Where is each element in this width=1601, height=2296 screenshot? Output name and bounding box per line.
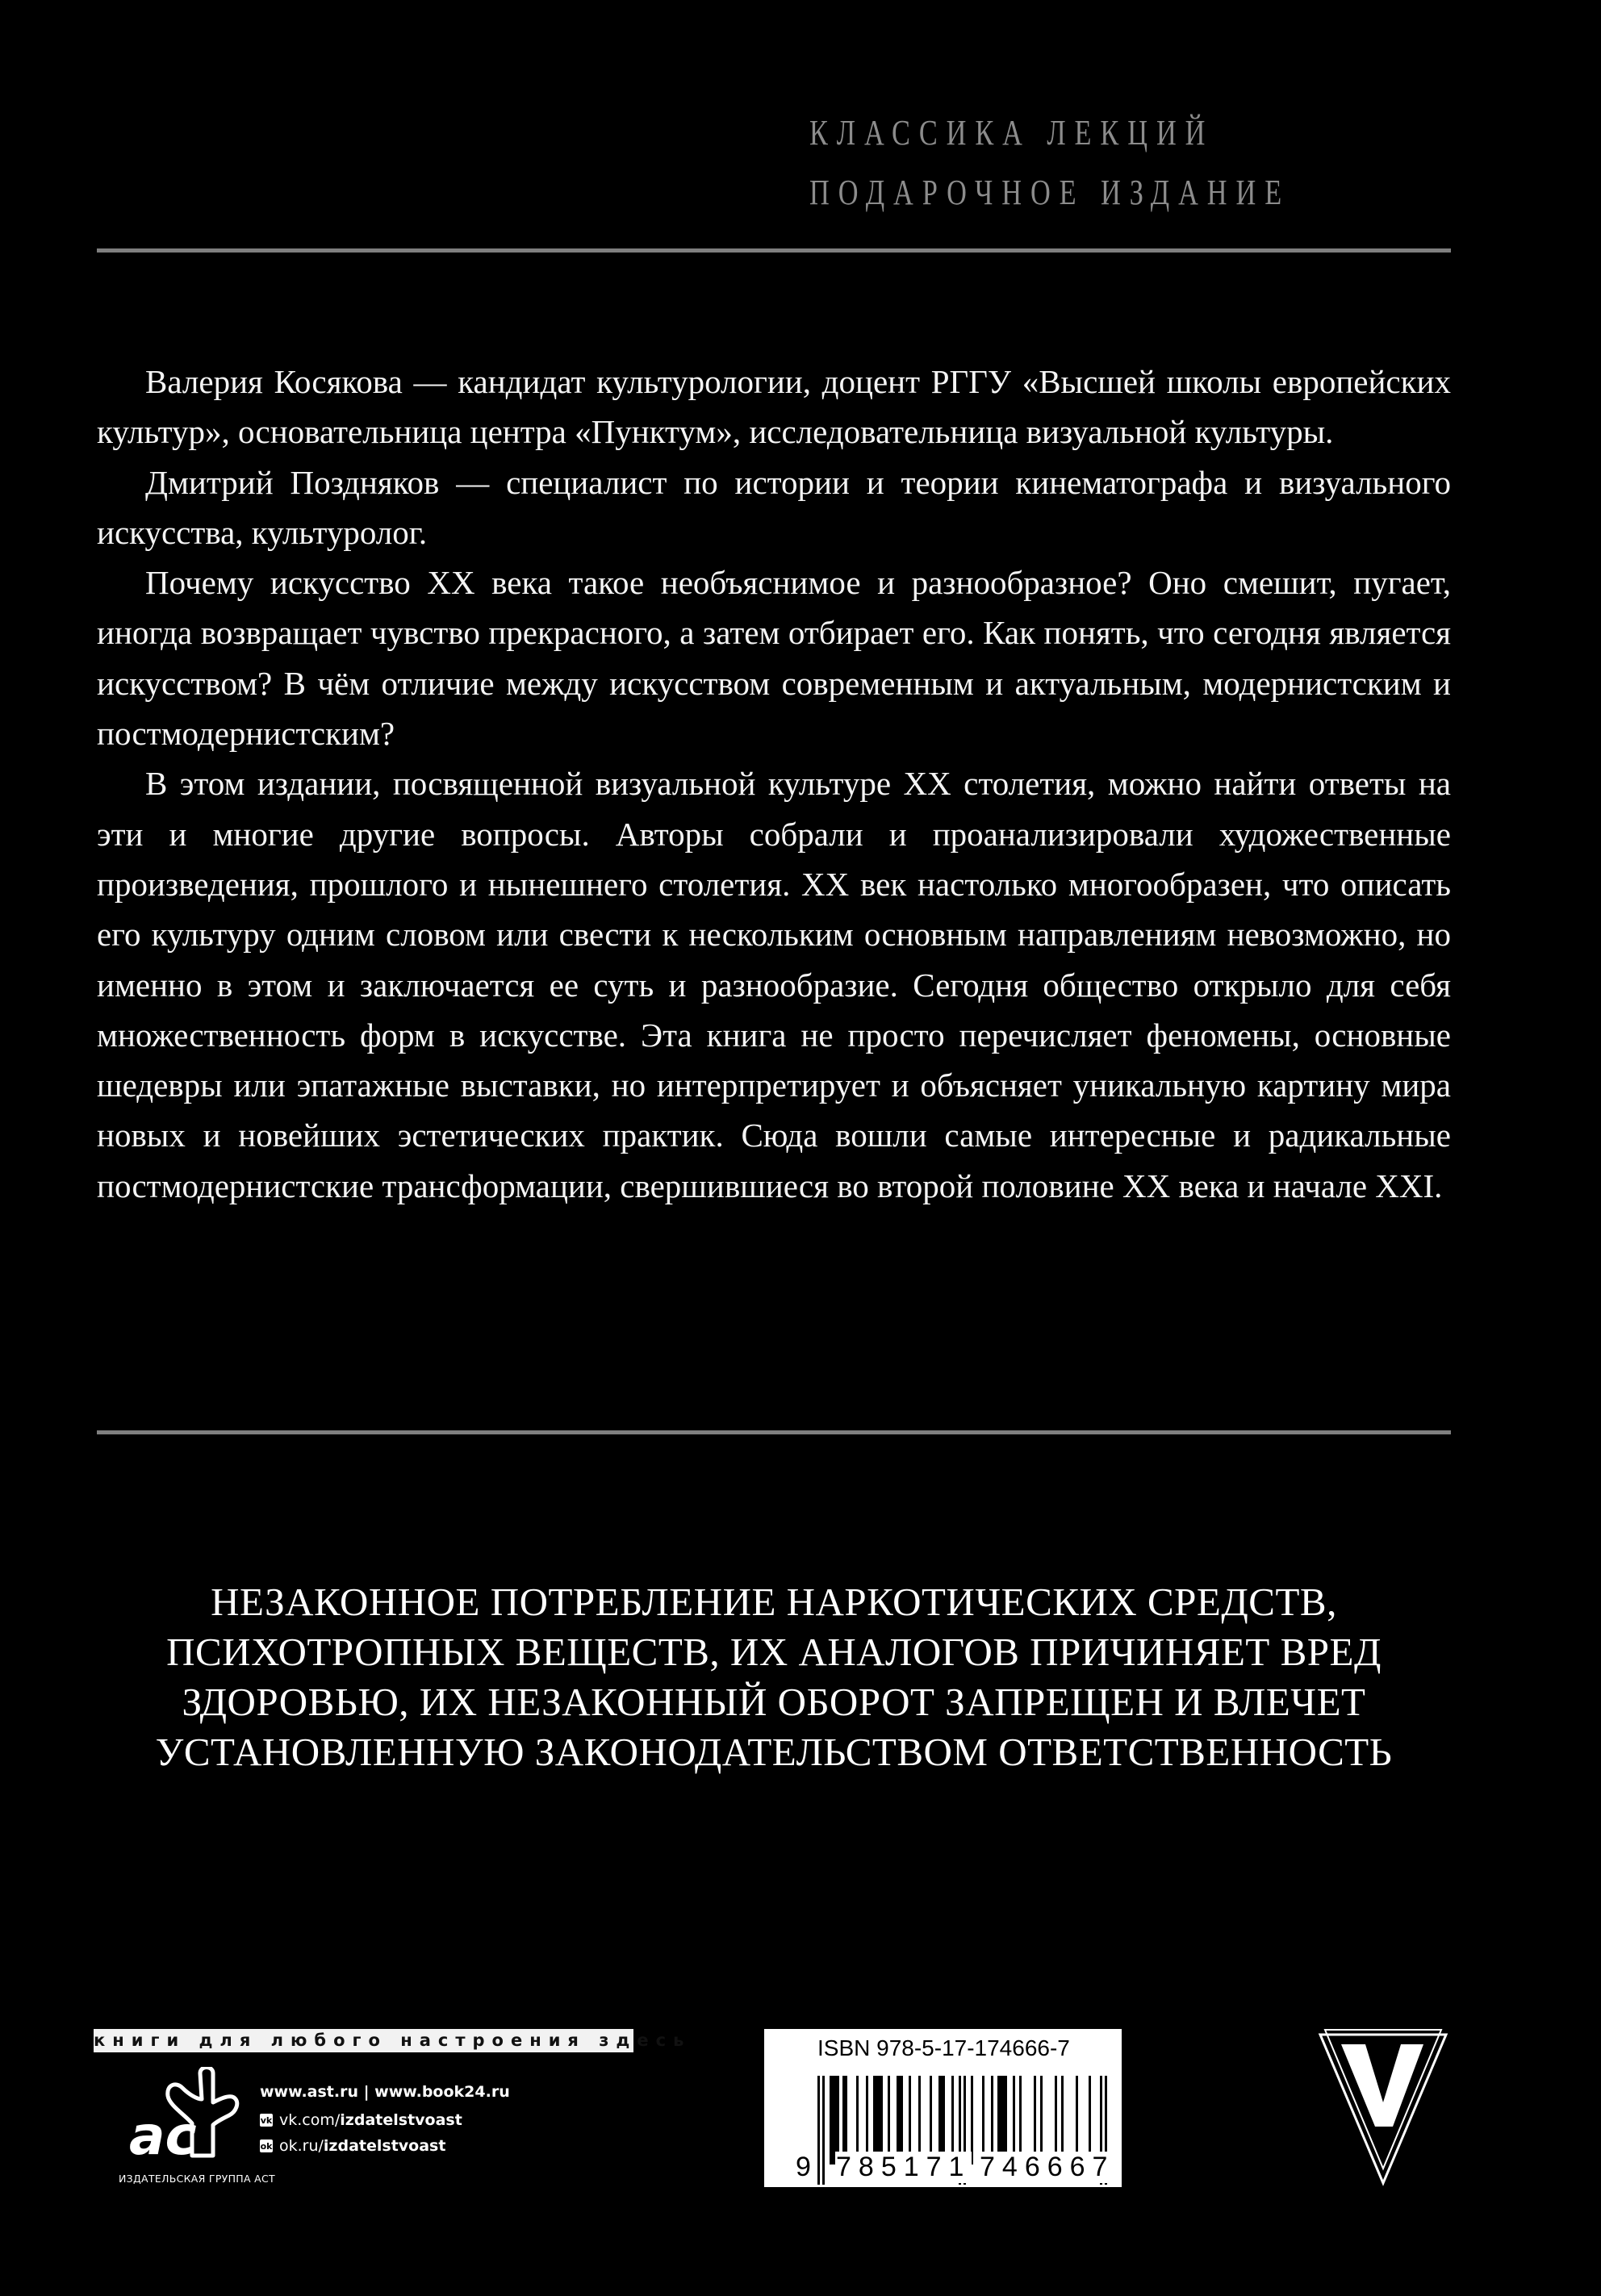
warning-line: НЕЗАКОННОЕ ПОТРЕБЛЕНИЕ НАРКОТИЧЕСКИХ СРЕДСТВ,	[211, 1580, 1337, 1624]
vk-icon: vk	[260, 2114, 273, 2126]
top-divider	[97, 248, 1451, 253]
publisher-links	[260, 2083, 510, 2159]
series-title	[809, 103, 1290, 223]
warning-line: ПСИХОТРОПНЫХ ВЕЩЕСТВ, ИХ АНАЛОГОВ ПРИЧИНЯЕТ ВРЕД	[166, 1630, 1382, 1674]
series-line-2: ПОДАРОЧНОЕ ИЗДАНИЕ	[809, 173, 1291, 212]
annotation	[97, 357, 1451, 1211]
website-links[interactable]: www.ast.ru | www.book24.ru	[260, 2083, 510, 2101]
ok-icon: ok	[260, 2140, 273, 2152]
warning-line: ЗДОРОВЬЮ, ИХ НЕЗАКОННЫЙ ОБОРОТ ЗАПРЕЩЕН И ВЛЕЧЕТ	[182, 1680, 1366, 1724]
publisher-slogan: книги для любого настроения здесь	[94, 2029, 633, 2052]
isbn-barcode	[764, 2029, 1122, 2187]
ok-link[interactable]: ok ok.ru/izdatelstvoast	[260, 2137, 446, 2155]
vk-link[interactable]: vk vk.com/izdatelstvoast	[260, 2111, 462, 2129]
isbn-number: ISBN 978-5-17-174666-7	[817, 2035, 1070, 2060]
warning-line: УСТАНОВЛЕННУЮ ЗАКОНОДАТЕЛЬСТВОМ ОТВЕТСТВЕННОСТЬ	[155, 1730, 1393, 1774]
svg-text:ac: ac	[129, 2105, 197, 2162]
annotation-description: В этом издании, посвященной визуальной культуре XX столетия, можно найти ответы на эти и многие другие вопросы. Авторы собрали и проанализировали художественные произведения, прошлого и нынешнего столетия. XX век настолько многообразен, что описать его культуру одним словом или свести к нескольким основным направлениям невозможно, но именно в этом и заключается ее суть и разнообразие. Сегодня общество открыло для себя множественность форм в искусстве. Эта книга не просто перечисляет феномены, основные шедевры или эпатажные выставки, но интерпретирует и объясняет уникальную картину мира новых и новейших эстетических практик. Сюда вошли самые интересные и радикальные постмодернистские трансформации, свершившиеся во второй половине XX века и начале XXI.	[97, 765, 1451, 1204]
series-line-1: КЛАССИКА ЛЕКЦИЙ	[809, 113, 1214, 152]
ast-logo-icon	[129, 2067, 274, 2162]
v-triangle-icon	[1315, 2025, 1453, 2186]
publisher-caption: ИЗДАТЕЛЬСКАЯ ГРУППА АСТ	[119, 2173, 275, 2185]
legal-warning	[97, 1577, 1451, 1777]
author-1-bio: Валерия Косякова — кандидат культурологии, доцент РГГУ «Высшей школы европейских культур», основательница центра «Пунктум», исследовательница визуальной культуры.	[97, 363, 1451, 451]
author-2-bio: Дмитрий Поздняков — специалист по истории и теории кинематографа и визуального искусства, культуролог.	[97, 463, 1451, 551]
bottom-divider	[97, 1430, 1451, 1434]
barcode-digits: 9 785171 746667	[796, 2152, 1115, 2182]
annotation-questions: Почему искусство XX века такое необъяснимое и разнообразное? Оно смешит, пугает, иногда возвращает чувство прекрасного, а затем отбирает его. Как понять, что сегодня является искусством? В чём отличие между искусством современным и актуальным, модернистским и постмодернистским?	[97, 564, 1451, 753]
